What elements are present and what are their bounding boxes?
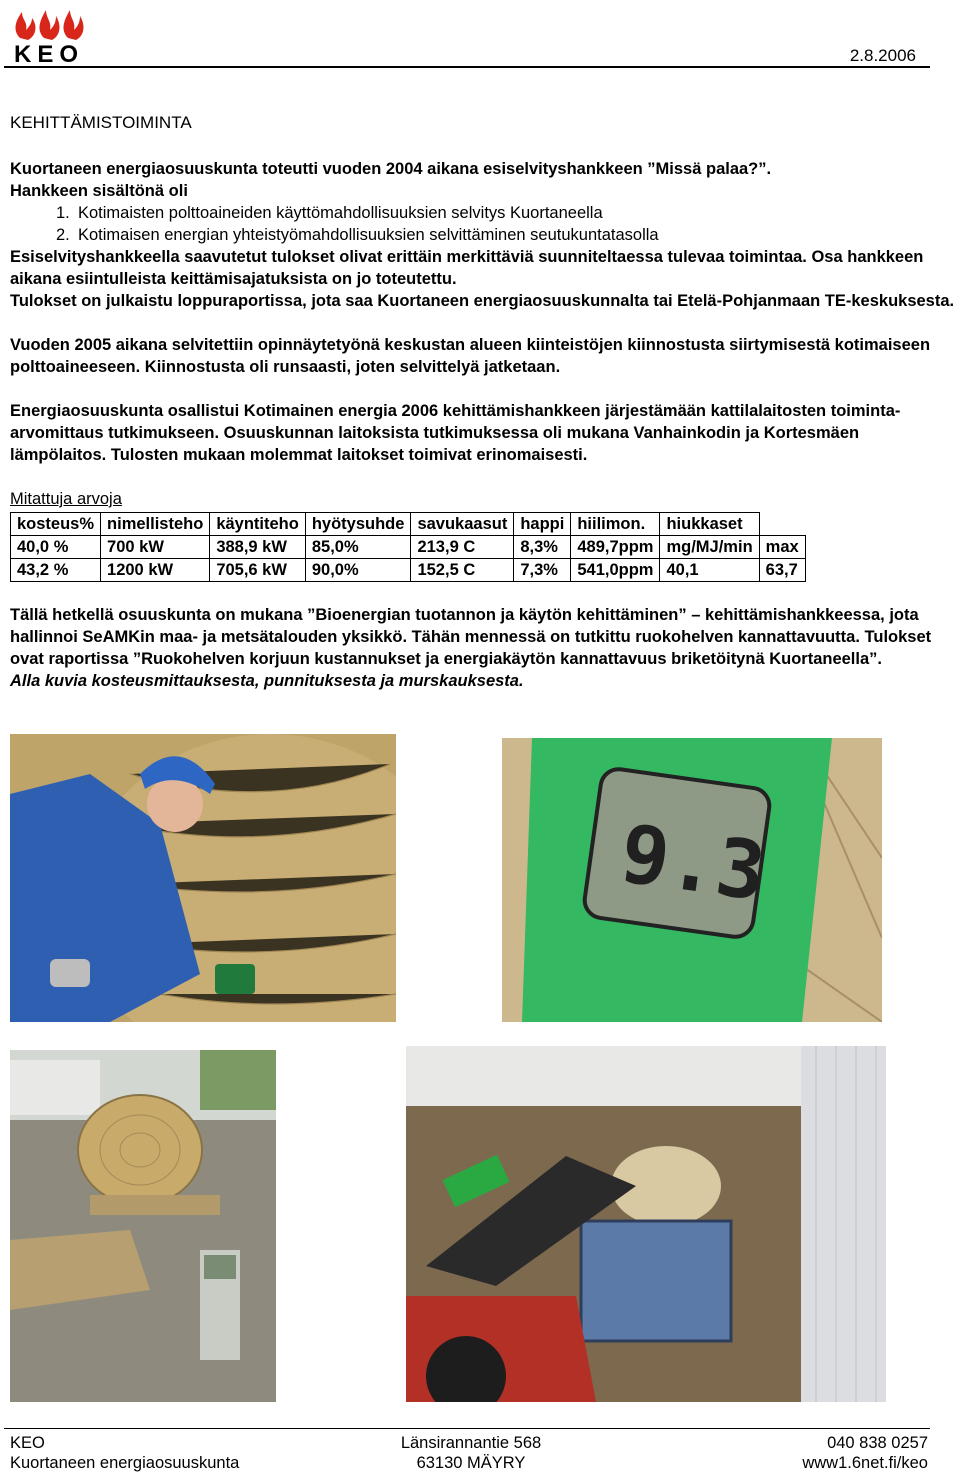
table-header-cell — [759, 513, 805, 536]
measurements-title: Mitattuja arvoja — [10, 490, 122, 508]
logo-text: KEO — [14, 41, 85, 66]
table-cell: 388,9 kW — [210, 536, 306, 559]
table-cell: 213,9 C — [411, 536, 514, 559]
keo-logo — [10, 4, 98, 66]
table-cell: 1200 kW — [101, 559, 210, 582]
table-header-cell: nimellisteho — [101, 513, 210, 536]
paragraph-2006: Energiaosuuskunta osallistui Kotimainen energia 2006 kehittämishankkeen järjestämään kattilalaitosten toiminta-arvomittaus tutkimukseen. Osuuskunnan laitoksista tutkimuksessa oli mukana Vanhainkodin ja Kortesmäen lämpölaitos. Tulosten mukaan molemmat laitokset toimivat erinomaisesti. — [10, 402, 901, 464]
footer-org-short: KEO — [10, 1434, 45, 1452]
footer-website[interactable]: www1.6net.fi/keo — [802, 1454, 928, 1472]
crushing-photo — [406, 1046, 886, 1402]
section-title: KEHITTÄMISTOIMINTA — [10, 113, 192, 132]
list-number: 2. — [56, 226, 70, 244]
footer-org-name: Kuortaneen energiaosuuskunta — [10, 1454, 240, 1472]
table-cell: 705,6 kW — [210, 559, 306, 582]
table-cell: 43,2 % — [11, 559, 101, 582]
moisture-meter-photo — [502, 738, 882, 1022]
document-body — [10, 112, 956, 692]
list-number: 1. — [56, 204, 70, 222]
table-cell: 700 kW — [101, 536, 210, 559]
measurements-table — [10, 512, 806, 582]
table-cell: 152,5 C — [411, 559, 514, 582]
list-text: Kotimaisten polttoaineiden käyttömahdollisuuksien selvitys Kuortaneella — [78, 204, 603, 222]
table-cell: 90,0% — [305, 559, 411, 582]
footer-postal: 63130 MÄYRY — [416, 1454, 526, 1472]
photo-caption: Alla kuvia kosteusmittauksesta, punnituksesta ja murskauksesta. — [10, 672, 524, 690]
weighing-photo — [10, 1050, 276, 1402]
intro-line-2: Hankkeen sisältönä oli — [10, 182, 188, 200]
results-paragraph: Esiselvityshankkeella saavutetut tulokset olivat erittäin merkittäviä suunniteltaessa tulevaa toimintaa. Osa hankkeen aikana esiintulleista keittämisajatuksista on jo toteutettu. — [10, 248, 924, 288]
table-cell: 7,3% — [514, 559, 571, 582]
table-header-cell: hiukkaset — [660, 513, 759, 536]
intro-line-1: Kuortaneen energiaosuuskunta toteutti vuoden 2004 aikana esiselvityshankkeen ”Missä palaa?”. — [10, 160, 772, 178]
document-date: 2.8.2006 — [849, 46, 916, 65]
table-cell: 63,7 — [759, 559, 805, 582]
list-item — [10, 202, 956, 224]
table-cell: 40,0 % — [11, 536, 101, 559]
table-cell: 489,7ppm — [571, 536, 660, 559]
table-header-cell: savukaasut — [411, 513, 514, 536]
table-cell: 541,0ppm — [571, 559, 660, 582]
table-row — [11, 559, 806, 582]
table-cell: max — [759, 536, 805, 559]
paragraph-2005: Vuoden 2005 aikana selvitettiin opinnäytetyönä keskustan alueen kiinteistöjen kiinnostusta siirtymisestä kotimaiseen polttoaineeseen. Kiinnostusta oli runsaasti, joten selvittelyä jatketaan. — [10, 336, 931, 376]
footer-contact — [802, 1433, 928, 1473]
table-header-cell: hiilimon. — [571, 513, 660, 536]
footer-organization — [10, 1433, 239, 1473]
bioenergy-paragraph: Tällä hetkellä osuuskunta on mukana ”Bioenergian tuotannon ja käytön kehittäminen” – kehittämishankkeessa, jota hallinnoi SeAMKin maa- ja metsätalouden yksikkö. Tähän mennessä on tutkittu ruokohelven kannattavuutta. Tulokset ovat raportissa ”Ruokohelven korjuun kustannukset ja energiakäytön kannattavuus briketöitynä Kuortaneella”. — [10, 606, 932, 668]
header-divider — [4, 66, 930, 68]
table-header-row — [11, 513, 806, 536]
moisture-measurement-photo — [10, 734, 396, 1022]
footer-address — [396, 1433, 546, 1473]
footer-phone: 040 838 0257 — [827, 1434, 928, 1452]
table-cell: 40,1 — [660, 559, 759, 582]
list-item — [10, 224, 956, 246]
table-header-cell: käyntiteho — [210, 513, 306, 536]
project-items-list — [10, 202, 956, 246]
table-header-cell: hyötysuhde — [305, 513, 411, 536]
table-header-cell: happi — [514, 513, 571, 536]
table-row — [11, 536, 806, 559]
table-cell: mg/MJ/min — [660, 536, 759, 559]
footer-street: Länsirannantie 568 — [400, 1434, 542, 1452]
table-header-cell: kosteus% — [11, 513, 101, 536]
table-cell: 85,0% — [305, 536, 411, 559]
published-paragraph: Tulokset on julkaistu loppuraportissa, jota saa Kuortaneen energiaosuuskunnalta tai Etelä-Pohjanmaan TE-keskuksesta. — [10, 292, 955, 310]
list-text: Kotimaisen energian yhteistyömahdollisuuksien selvittäminen seutukuntatasolla — [78, 226, 659, 244]
table-cell: 8,3% — [514, 536, 571, 559]
footer-divider — [4, 1428, 930, 1429]
meter-reading: 9.3 — [615, 806, 772, 919]
